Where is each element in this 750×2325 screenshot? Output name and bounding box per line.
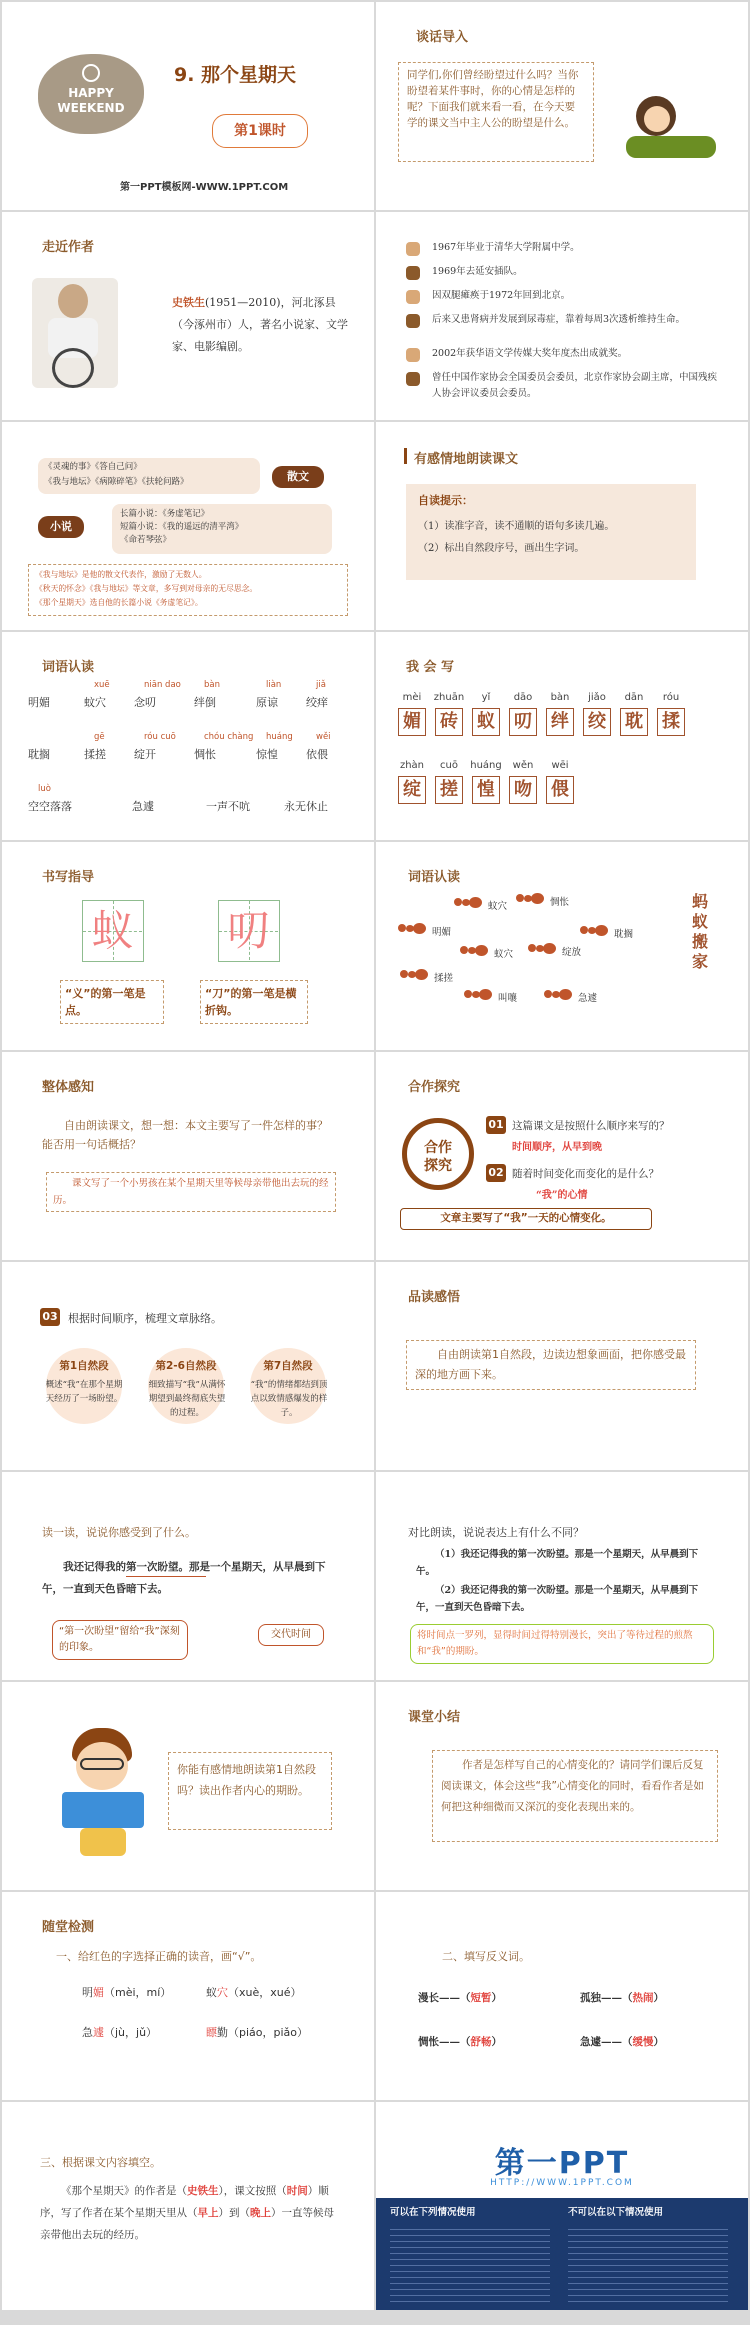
slide-ant-vocab xyxy=(376,842,748,1050)
timeline-item: 后来又患肾病并发展到尿毒症，靠着每周3次透析维持生命。 xyxy=(432,314,686,325)
slide-writing-guide xyxy=(2,842,374,1050)
compare-text-1: （1）我还记得我的第一次盼望。那是一个星期天，从早晨到下午。 xyxy=(416,1549,699,1577)
write-char: 吻 xyxy=(509,776,537,804)
antonym-right: ） xyxy=(653,1992,664,2004)
slide-appreciate xyxy=(376,1262,748,1470)
answer-2: “我”的心情 xyxy=(536,1190,588,1201)
antonym-item[interactable] xyxy=(418,1990,502,2005)
slide-title xyxy=(2,2,374,210)
novel-long: 长篇小说：《务虚笔记》 xyxy=(120,509,210,519)
author-bio xyxy=(172,292,352,358)
write-pinyin: yǐ xyxy=(481,692,491,703)
antonym-right: ） xyxy=(491,1992,502,2004)
ant-icon xyxy=(580,924,610,938)
write-pinyin: dāo xyxy=(513,692,533,703)
slide-write xyxy=(376,632,748,840)
antonym-answer: 缓慢 xyxy=(632,2036,654,2048)
ant-word: 耽搁 xyxy=(614,929,634,940)
timeline-bullet xyxy=(406,348,420,362)
novel-box xyxy=(112,504,332,554)
antonym-left: 孤独——（ xyxy=(580,1992,633,2004)
compare-text-2: （2）我还记得我的第一次盼望。那是一个星期天，从早晨到下午，一直到天色昏暗下去。 xyxy=(416,1585,699,1613)
quiz-options: （xuè，xué） xyxy=(228,1986,302,1999)
side-title: 蚂蚁搬家 xyxy=(692,892,709,971)
vocab-word: 绞痒 xyxy=(306,696,328,709)
fill-text-5: ）一直等候母亲带他出去玩的经历。 xyxy=(40,2207,334,2241)
appreciate-text: 自由朗读第1自然段，边读边想象画面，把你感受最深的地方画下来。 xyxy=(406,1340,696,1390)
slide-heading: 有感情地朗读课文 xyxy=(414,452,519,467)
slide-works xyxy=(2,422,374,630)
slide-compare xyxy=(376,1472,748,1680)
write-pinyin: mèi xyxy=(402,692,422,703)
char-1: 蚁 xyxy=(91,906,134,955)
slide-cooperate xyxy=(376,1052,748,1260)
fill-answer-2[interactable]: 时间 xyxy=(286,2185,308,2197)
slide-heading: 随堂检测 xyxy=(42,1920,95,1935)
quiz-red-char: 遽 xyxy=(93,2026,104,2039)
timeline-item: 1969年去延安插队。 xyxy=(432,266,523,277)
stone-text: HAPPY WEEKEND xyxy=(57,86,125,115)
quiz-item[interactable] xyxy=(206,1984,302,2000)
timeline-item: 曾任中国作家协会全国委员会委员，北京作家协会副主席，中国残疾人协会评议委员会委员。 xyxy=(432,372,718,399)
slide-structure xyxy=(2,1262,374,1470)
write-pinyin: róu xyxy=(662,692,680,703)
timeline-bullet xyxy=(406,266,420,280)
vocab-word: 蚊穴 xyxy=(84,696,106,709)
vocab-word: 原谅 xyxy=(256,696,278,709)
quiz-question: 一、给红色的字选择正确的读音，画“√”。 xyxy=(56,1950,262,1963)
write-pinyin: wēi xyxy=(551,760,569,771)
ant-icon xyxy=(544,988,574,1002)
author-name: 史铁生 xyxy=(172,296,205,309)
slide-vocab xyxy=(2,632,374,840)
write-char: 媚 xyxy=(398,708,426,736)
book-icon xyxy=(62,1792,144,1828)
write-pinyin: huáng xyxy=(470,760,502,771)
vocab-pinyin: róu cuō xyxy=(144,732,176,742)
vocab-word: 耽搁 xyxy=(28,748,50,761)
slide-quiz-3 xyxy=(2,2102,374,2310)
ant-word: 急遽 xyxy=(578,993,598,1004)
write-pinyin: cuō xyxy=(440,760,458,771)
compare-answer: 将时间点一罗列，显得时间过得特别漫长，突出了等待过程的煎熬和“我”的期盼。 xyxy=(410,1624,714,1664)
slide-read-feel xyxy=(2,1472,374,1680)
quiz-red-char: 穴 xyxy=(217,1986,228,1999)
credits-left-heading: 可以在下列情况使用 xyxy=(390,2207,476,2218)
structure-question: 根据时间顺序，梳理文章脉络。 xyxy=(68,1312,222,1325)
boy-illustration xyxy=(58,1728,148,1858)
vocab-word: 惆怅 xyxy=(194,748,216,761)
lesson-title: 9. 那个星期天 xyxy=(174,64,297,86)
ant-icon xyxy=(460,944,490,958)
period-badge-label: 第1课时 xyxy=(234,123,286,139)
antonym-answer: 短暂 xyxy=(470,1992,492,2004)
antonym-answer: 舒畅 xyxy=(470,2036,492,2048)
overview-answer: 课文写了一个小男孩在某个星期天里等候母亲带他出去玩的经历。 xyxy=(46,1172,336,1212)
slide-heading: 词语认读 xyxy=(408,870,461,885)
write-pinyin: zhàn xyxy=(399,760,425,771)
ant-icon xyxy=(528,942,558,956)
vocab-pinyin: wěi xyxy=(316,732,331,742)
summary-box: 文章主要写了“我”一天的心情变化。 xyxy=(400,1208,652,1230)
intro-text: 同学们,你们曾经盼望过什么吗？当你盼望着某件事时，你的心情是怎样的呢？下面我们就来看一看，在今天要学的课文当中主人公的盼望是什么。 xyxy=(407,69,579,129)
author-desc: (1951—2010)，河北涿县（今涿州市）人，著名小说家、文学家、电影编剧。 xyxy=(172,296,348,353)
center-label: 合作探究 xyxy=(424,1140,452,1174)
para-title-2: 第2-6自然段 xyxy=(155,1360,217,1372)
quiz-question: 二、填写反义词。 xyxy=(442,1950,530,1963)
wheelchair xyxy=(52,348,94,388)
write-char: 搓 xyxy=(435,776,463,804)
vocab-word: 明媚 xyxy=(28,696,50,709)
slide-reading-boy xyxy=(2,1682,374,1890)
novel-short: 短篇小说：《我的遥远的清平湾》 《命若琴弦》 xyxy=(120,522,244,545)
slide-summary xyxy=(376,1682,748,1890)
fill-text-4: ）到（ xyxy=(218,2207,250,2219)
vocab-word: 绽开 xyxy=(134,748,156,761)
quiz-options: （mèi，mí） xyxy=(104,1986,172,1999)
slide-heading: 谈话导入 xyxy=(416,30,469,45)
quiz-red-char: 媚 xyxy=(93,1986,104,1999)
vocab-pinyin: jiǎ xyxy=(316,680,326,690)
ant-word: 揉搓 xyxy=(434,973,454,984)
works-note: 《我与地坛》是他的散文代表作，激励了无数人。 《秋天的怀念》《我与地坛》等文章，多写到对母亲的无尽思念。 《那个星期天》选自他的长篇小说《务虚笔记》。 xyxy=(28,564,348,616)
question-2: 随着时间变化而变化的是什么？ xyxy=(512,1168,659,1180)
fill-text-3: ）顺序，写了作者在某个星期天里从（ xyxy=(40,2185,329,2219)
num-badge-2: 02 xyxy=(486,1164,506,1182)
read-text: 我还记得我的第一次盼望。那是一个星期天，从早晨到下午，一直到天色昏暗下去。 xyxy=(42,1561,326,1595)
antonym-item[interactable] xyxy=(418,2034,502,2049)
vocab-pinyin: luò xyxy=(38,784,51,794)
fill-answer-3[interactable]: 早上 xyxy=(197,2207,219,2219)
hint-title: 自读提示： xyxy=(418,494,473,507)
hint-box xyxy=(406,484,696,580)
para-desc-2: 细致描写“我”从满怀期望到最终彻底失望的过程。 xyxy=(148,1380,226,1418)
num-badge-3: 03 xyxy=(40,1308,60,1326)
write-pinyin: jiǎo xyxy=(588,692,606,703)
fill-paragraph xyxy=(40,2180,340,2246)
heading-bar xyxy=(404,448,407,464)
quiz-question: 三、根据课文内容填空。 xyxy=(40,2156,161,2169)
credits-panel xyxy=(376,2198,748,2310)
write-char: 砖 xyxy=(435,708,463,736)
quiz-item[interactable] xyxy=(82,1984,171,2000)
timeline-item: 2002年获华语文学传媒大奖年度杰出成就奖。 xyxy=(432,348,628,359)
ant-icon xyxy=(454,896,484,910)
ant-icon xyxy=(516,892,546,906)
num-badge-1: 01 xyxy=(486,1116,506,1134)
slide-overview xyxy=(2,1052,374,1260)
ant-icon xyxy=(400,968,430,982)
vocab-pinyin: huáng xyxy=(266,732,293,742)
summary-text: 作者是怎样写自己的心情变化的？请同学们课后反复阅读课文，体会这些“我”心情变化的同时，看看作者是如何把这种细微而又深沉的变化表现出来的。 xyxy=(432,1750,718,1842)
hint-1: （1）读准字音，读不通顺的语句多读几遍。 xyxy=(418,521,615,532)
fill-text-2: ），课文按照（ xyxy=(218,2185,287,2197)
answer-1: 时间顺序，从早到晚 xyxy=(512,1142,602,1153)
vocab-pinyin: niān dao xyxy=(144,680,181,690)
slide-heading: 课堂小结 xyxy=(408,1710,461,1725)
note-2: “刀”的第一笔是横折钩。 xyxy=(200,980,308,1024)
quiz-options: 勤（piáo，piǎo） xyxy=(217,2026,309,2039)
quiz-item[interactable] xyxy=(206,2024,308,2040)
author-head xyxy=(58,284,88,318)
slide-author xyxy=(2,212,374,420)
boy-legs xyxy=(80,1828,126,1856)
slide-heading: 书写指导 xyxy=(42,870,95,885)
ant-word: 绽放 xyxy=(562,947,582,958)
credits-left-lines xyxy=(390,2224,550,2304)
ant-icon xyxy=(398,922,428,936)
vocab-word: 依偎 xyxy=(306,748,328,761)
write-char: 叨 xyxy=(509,708,537,736)
vocab-word: 念叨 xyxy=(134,696,156,709)
center-circle xyxy=(402,1118,474,1190)
tag-time: 交代时间 xyxy=(258,1624,324,1646)
antonym-right: ） xyxy=(491,2036,502,2048)
ant-word: 蚊穴 xyxy=(488,901,508,912)
char-box-1 xyxy=(82,900,144,962)
slide-author-timeline xyxy=(376,212,748,420)
char-2: 叨 xyxy=(227,906,270,955)
quiz-char: 蚁 xyxy=(206,1986,217,1999)
slide-credits xyxy=(376,2102,748,2310)
smile-icon xyxy=(82,64,100,82)
ant-word: 惆怅 xyxy=(550,897,570,908)
write-char: 蚁 xyxy=(472,708,500,736)
para-title-3: 第7自然段 xyxy=(263,1360,313,1372)
antonym-item[interactable] xyxy=(580,2034,664,2049)
vocab-pinyin: xuē xyxy=(94,680,110,690)
novel-label: 小说 xyxy=(38,516,84,538)
slide-footer: 第一PPT模板网-WWW.1PPT.COM xyxy=(120,182,289,193)
timeline-item: 1967年毕业于清华大学附属中学。 xyxy=(432,242,580,253)
happy-weekend-stone xyxy=(38,54,144,134)
slide-quiz-2 xyxy=(376,1892,748,2100)
write-pinyin: bàn xyxy=(550,692,570,703)
write-char: 绞 xyxy=(583,708,611,736)
para-title-1: 第1自然段 xyxy=(59,1360,109,1372)
vocab-pinyin: bàn xyxy=(204,680,220,690)
quiz-char: 急 xyxy=(82,2026,93,2039)
antonym-item[interactable] xyxy=(580,1990,664,2005)
girl-face xyxy=(644,106,670,132)
quiz-item[interactable] xyxy=(82,2024,157,2040)
timeline-bullet xyxy=(406,290,420,304)
quiz-char: 明 xyxy=(82,1986,93,1999)
write-pinyin: dān xyxy=(624,692,644,703)
fill-text-1: 《那个星期天》的作者是（ xyxy=(61,2185,187,2197)
ant-word: 明媚 xyxy=(432,927,452,938)
read-question: 读一读，说说你感受到了什么。 xyxy=(42,1526,196,1539)
compare-question: 对比朗读，说说表达上有什么不同？ xyxy=(408,1526,584,1539)
quiz-red-char: 瞟 xyxy=(206,2026,217,2039)
girl-illustration xyxy=(606,92,726,172)
note-1: “义”的第一笔是点。 xyxy=(60,980,164,1024)
vocab-word: 揉搓 xyxy=(84,748,106,761)
hint-2: （2）标出自然段序号，画出生字词。 xyxy=(418,543,585,554)
vocab-pinyin: gē xyxy=(94,732,105,742)
write-pinyin: zhuān xyxy=(433,692,465,703)
prose-box xyxy=(38,458,260,494)
ant-icon xyxy=(464,988,494,1002)
slide-heading: 合作探究 xyxy=(408,1080,461,1095)
write-char: 揉 xyxy=(657,708,685,736)
slide-heading: 整体感知 xyxy=(42,1080,95,1095)
fill-answer-4[interactable]: 晚上 xyxy=(250,2207,271,2219)
quiz-options: （jù，jǔ） xyxy=(104,2026,158,2039)
vocab-word: 绊倒 xyxy=(194,696,216,709)
timeline-bullet xyxy=(406,242,420,256)
write-char: 惶 xyxy=(472,776,500,804)
write-char: 偎 xyxy=(546,776,574,804)
antonym-right: ） xyxy=(653,2036,664,2048)
question-1: 这篇课文是按照什么顺序来写的？ xyxy=(512,1120,670,1132)
overview-question: 自由朗读课文，想一想：本文主要写了一件怎样的事？能否用一句话概括？ xyxy=(42,1119,328,1151)
period-badge xyxy=(212,114,308,148)
brand-logo: 第一PPT xyxy=(494,2146,630,2181)
author-photo xyxy=(32,278,118,388)
write-pinyin: wěn xyxy=(512,760,534,771)
para-desc-3: “我”的情绪都结到顶点以致情感爆发的样子。 xyxy=(250,1380,328,1418)
slide-heading: 词语认读 xyxy=(42,660,95,675)
slide-read-aloud xyxy=(376,422,748,630)
girl-body xyxy=(626,136,716,158)
slide-heading: 我 会 写 xyxy=(406,660,455,675)
vocab-pinyin: liàn xyxy=(266,680,282,690)
vocab-word: 一声不吭 xyxy=(206,800,250,813)
ant-word: 蚁穴 xyxy=(494,949,514,960)
brand-url: HTTP://WWW.1PPT.COM xyxy=(490,2178,634,2188)
write-char: 耽 xyxy=(620,708,648,736)
vocab-word: 空空落落 xyxy=(28,800,72,813)
timeline-bullet xyxy=(406,372,420,386)
boy-glasses xyxy=(80,1758,124,1770)
vocab-pinyin: chóu chàng xyxy=(204,732,254,742)
tag-first-hope: “第一次盼望”留给“我”深刻的印象。 xyxy=(52,1620,188,1660)
ant-word: 叫嚷 xyxy=(498,993,518,1004)
credits-right-lines xyxy=(568,2224,728,2304)
intro-text-box xyxy=(398,62,594,162)
prose-books: 《灵魂的事》《答自己问》 《我与地坛》《病隙碎笔》《扶轮问路》 xyxy=(44,462,189,487)
slide-quiz-1 xyxy=(2,1892,374,2100)
vocab-word: 永无休止 xyxy=(284,800,328,813)
boy-prompt: 你能有感情地朗读第1自然段吗？读出作者内心的期盼。 xyxy=(168,1752,332,1830)
antonym-answer: 热闹 xyxy=(632,1992,654,2004)
antonym-left: 惆怅——（ xyxy=(418,2036,471,2048)
slide-intro xyxy=(376,2,748,210)
antonym-left: 急遽——（ xyxy=(580,2036,633,2048)
prose-label: 散文 xyxy=(272,466,324,488)
tag-underline xyxy=(126,1576,206,1577)
write-char: 绊 xyxy=(546,708,574,736)
slide-heading: 走近作者 xyxy=(42,240,95,255)
vocab-word: 急遽 xyxy=(132,800,154,813)
char-box-2 xyxy=(218,900,280,962)
credits-right-heading: 不可以在以下情况使用 xyxy=(568,2207,664,2218)
write-char: 绽 xyxy=(398,776,426,804)
para-desc-1: 概述“我”在那个星期天经历了一场盼望。 xyxy=(45,1380,123,1404)
vocab-word: 惊惶 xyxy=(256,748,278,761)
slide-heading: 品读感悟 xyxy=(408,1290,461,1305)
timeline-bullet xyxy=(406,314,420,328)
antonym-left: 漫长——（ xyxy=(418,1992,471,2004)
fill-answer-1[interactable]: 史铁生 xyxy=(187,2185,219,2197)
timeline-item: 因双腿瘫痪于1972年回到北京。 xyxy=(432,290,571,301)
